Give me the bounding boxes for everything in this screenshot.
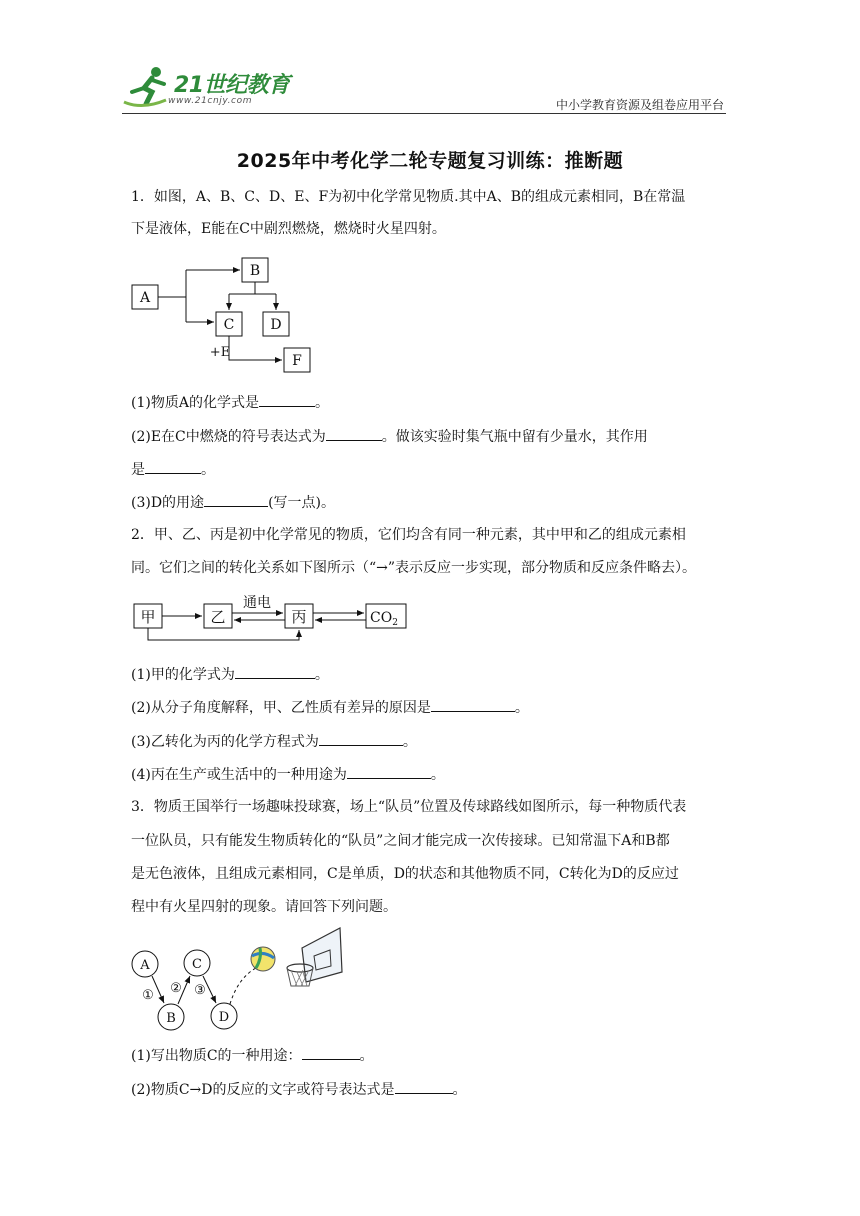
q2-sub-1-text: (1)甲的化学式为	[131, 667, 235, 683]
q1-label-c: C	[223, 317, 235, 333]
q1-stem-line-2: 下是液体，E能在C中剧烈燃烧，燃烧时火星四射。	[131, 221, 446, 237]
q1-sub-3-text: (3)D的用途	[131, 495, 205, 511]
q2-sub-2-end: 。	[514, 700, 529, 716]
q3-label-d: D	[218, 1010, 230, 1025]
q3-stem-line-1: 3．物质王国举行一场趣味投球赛，场上“队员”位置及传球路线如图所示，每一种物质代表	[131, 799, 687, 815]
logo-url: www.21cnjy.com	[168, 96, 253, 106]
q2-label-tongdian: 通电	[243, 595, 271, 611]
q3-step-2: ②	[170, 981, 182, 996]
q3-stem-line-2: 一位队员，只有能发生物质转化的“队员”之间才能完成一次传接球。已知常温下A和B都	[131, 833, 670, 849]
q1-sub-2	[131, 426, 731, 446]
runner-logo-icon	[122, 66, 174, 110]
q1-sub-3-end: (写一点)。	[268, 495, 335, 511]
q2-label-co2: $CO_2$	[370, 610, 398, 628]
q2-arrow-jia-bing	[148, 628, 299, 640]
page-title: 2025年中考化学二轮专题复习训练：推断题	[236, 150, 624, 172]
q3-label-c: C	[192, 957, 202, 972]
q2-sub-1-blank[interactable]	[235, 664, 315, 679]
q3-sub-1-blank[interactable]	[302, 1045, 360, 1060]
q3-sub-2-text: (2)物质C→D的反应的文字或符号表达式是	[131, 1082, 395, 1098]
q3-pass-path	[230, 968, 256, 1004]
q1-stem-line-1: 1．如图，A、B、C、D、E、F为初中化学常见物质.其中A、B的组成元素相同，B在常温	[131, 189, 686, 205]
q1-sub-3	[131, 492, 731, 512]
q1-label-f: F	[292, 353, 302, 369]
q3-sub-2-blank[interactable]	[395, 1079, 453, 1094]
q1-label-d: D	[270, 317, 282, 333]
q3-sub-2-end: 。	[452, 1082, 467, 1098]
q1-sub-2b	[131, 459, 731, 479]
q3-sub-1	[131, 1045, 731, 1065]
q2-sub-4-end: 。	[430, 767, 445, 783]
q3-sub-1-text: (1)写出物质C的一种用途：	[131, 1048, 302, 1064]
q1-sub-1	[131, 392, 731, 412]
q2-sub-4-blank[interactable]	[347, 764, 431, 779]
q1-sub-2-tail: 。做该实验时集气瓶中留有少量水，其作用	[381, 429, 648, 445]
q3-sub-1-end: 。	[359, 1048, 374, 1064]
q1-label-b: B	[249, 263, 261, 279]
q1-diagram	[126, 252, 326, 376]
q2-sub-1	[131, 664, 731, 684]
logo-text: 21世纪教育	[174, 73, 290, 98]
q2-diagram	[126, 592, 416, 648]
q2-sub-3-end: 。	[402, 734, 417, 750]
q2-sub-1-end: 。	[314, 667, 329, 683]
q2-sub-4-text: (4)丙在生产或生活中的一种用途为	[131, 767, 347, 783]
q2-sub-3-text: (3)乙转化为丙的化学方程式为	[131, 734, 319, 750]
q2-sub-4	[131, 764, 731, 784]
q3-sub-2	[131, 1079, 731, 1099]
q3-step-1: ①	[142, 988, 154, 1003]
q2-label-yi: 乙	[210, 608, 226, 626]
header-divider	[122, 113, 726, 114]
q1-sub-2b-blank[interactable]	[145, 459, 201, 474]
q3-stem-line-4: 程中有火星四射的现象。请回答下列问题。	[131, 899, 397, 915]
q1-sub-2-blank[interactable]	[326, 426, 382, 441]
q2-sub-2-blank[interactable]	[431, 697, 515, 712]
q1-label-a: A	[139, 290, 151, 306]
q1-label-plus-e: +E	[209, 345, 231, 360]
q3-diagram	[126, 926, 356, 1036]
q3-step-3: ③	[194, 983, 206, 998]
q1-sub-3-blank[interactable]	[204, 492, 268, 507]
q1-arrow-c-f	[229, 336, 282, 360]
q2-sub-2	[131, 697, 731, 717]
page-header	[122, 66, 726, 116]
q1-sub-2b-end: 。	[201, 462, 215, 478]
q3-label-b: B	[166, 1011, 176, 1026]
q2-sub-2-text: (2)从分子角度解释，甲、乙性质有差异的原因是	[131, 700, 431, 716]
basketball-hoop-icon	[287, 928, 342, 986]
q2-label-jia: 甲	[140, 608, 156, 626]
q2-stem-line-1: 2．甲、乙、丙是初中化学常见的物质，它们均含有同一种元素，其中甲和乙的组成元素相	[131, 527, 686, 543]
q2-stem-line-2: 同。它们之间的转化关系如下图所示（“→”表示反应一步实现，部分物质和反应条件略去）。	[131, 560, 697, 576]
q3-stem-line-3: 是无色液体，且组成元素相同，C是单质，D的状态和其他物质不同，C转化为D的反应过	[131, 866, 679, 882]
q1-sub-1-blank[interactable]	[259, 392, 315, 407]
q2-sub-3	[131, 731, 731, 751]
q2-label-bing: 丙	[291, 608, 307, 626]
volleyball-icon	[251, 947, 275, 971]
header-tagline: 中小学教育资源及组卷应用平台	[555, 98, 724, 112]
q3-label-a: A	[140, 958, 150, 973]
q1-sub-1-text: (1)物质A的化学式是	[131, 395, 259, 411]
site-logo	[122, 66, 292, 112]
q1-sub-2b-text: 是	[131, 462, 145, 478]
q1-sub-2-text: (2)E在C中燃烧的符号表达式为	[131, 429, 326, 445]
q2-sub-3-blank[interactable]	[319, 731, 403, 746]
q1-sub-1-end: 。	[314, 395, 329, 411]
